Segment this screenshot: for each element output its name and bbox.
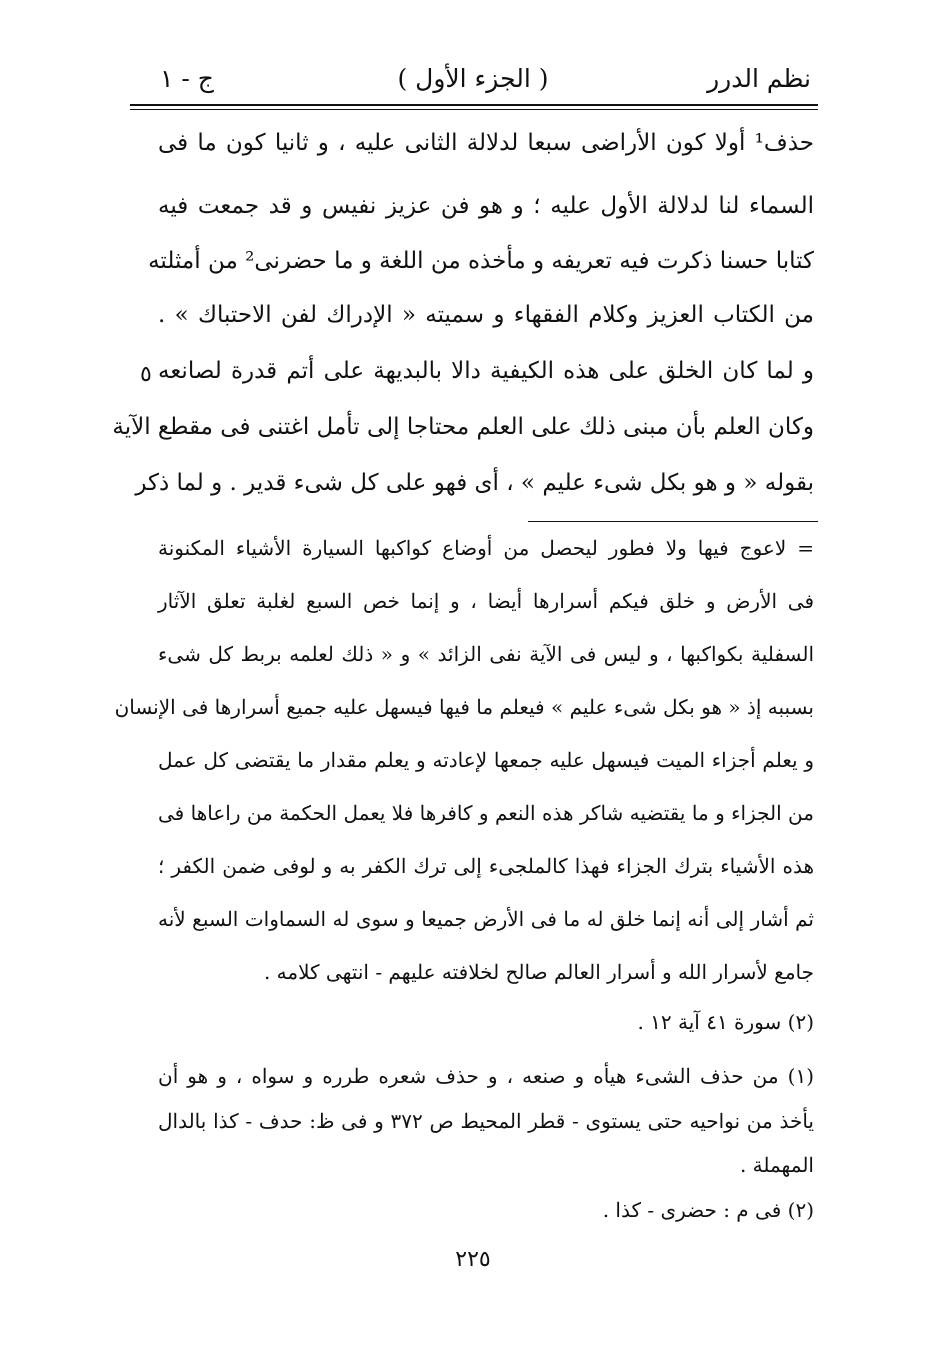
page-number: ٢٢٥ [455, 1247, 491, 1272]
running-title: نظم الدرر [707, 64, 811, 93]
footnote-1-line-2: يأخذ من نواحيه حتى يستوى - قطر المحيط ص ٣٧٢ و فى ظ: حدف - كذا بالدال [158, 1109, 814, 1133]
notes-separator [528, 521, 818, 522]
main-line-6: وكان العلم بأن مبنى ذلك على العلم محتاجا إلى تأمل اغتنى فى مقطع الآية [112, 414, 814, 440]
margin-line-number: ٥ [140, 362, 152, 387]
commentary-line-7: هذه الأشياء بترك الجزاء فهذا كالملجىء إلى ترك الكفر به و لوفى ضمن الكفر ؛ [158, 854, 814, 878]
main-line-5: و لما كان الخلق على هذه الكيفية دالا بالبديهة على أتم قدرة لصانعه [158, 358, 814, 384]
part-label: ( الجزء الأول ) [397, 64, 549, 93]
commentary-line-5: و يعلم أجزاء الميت فيسهل عليه جمعها لإعادته و يعلم مقدار ما يقتضى كل عمل [158, 748, 814, 772]
commentary-line-3: السفلية بكواكبها ، و ليس فى الآية نفى الزائد » و « ذلك لعلمه بربط كل شىء [158, 642, 814, 666]
main-line-4: من الكتاب العزيز وكلام الفقهاء و سميته « الإدراك لفن الاحتباك » . [158, 302, 814, 328]
volume-label: ج - ١ [160, 64, 214, 93]
commentary-line-1: = لاعوج فيها ولا فطور ليحصل من أوضاع كواكبها السيارة الأشياء المكنونة [158, 536, 814, 560]
footnote-2: (٢) فى م : حضرى - كذا . [602, 1198, 814, 1222]
footnote-1-line-3: المهملة . [739, 1153, 814, 1177]
commentary-line-6: من الجزاء و ما يقتضيه شاكر هذه النعم و كافرها فلا يعمل الحكمة من راعاها فى [158, 801, 814, 825]
header-rule-thin [130, 109, 818, 110]
header-rule-thick [130, 104, 818, 106]
main-line-2: السماء لنا لدلالة الأول عليه ؛ و هو فن عزيز نفيس و قد جمعت فيه [158, 193, 814, 219]
commentary-line-9: جامع لأسرار الله و أسرار العالم صالح لخلافته عليهم - انتهى كلامه . [263, 960, 814, 984]
commentary-line-2: فى الأرض و خلق فيكم أسرارها أيضا ، و إنما خص السبع لغلبة تعلق الآثار [158, 589, 815, 613]
commentary-line-4: بسببه إذ « هو بكل شىء عليم » فيعلم ما فيها فيسهل عليه جميع أسرارها فى الإنسان [114, 695, 814, 719]
footnote-1-line-1: (١) من حذف الشىء هيأه و صنعه ، و حذف شعره طرره و سواه ، و هو أن [158, 1064, 814, 1088]
main-line-7: بقوله « و هو بكل شىء عليم » ، أى فهو على كل شىء قدير . و لما ذكر [135, 470, 814, 496]
main-line-1: حذف¹ أولا كون الأراضى سبعا لدلالة الثانى عليه ، و ثانيا كون ما فى [158, 130, 814, 156]
commentary-line-8: ثم أشار إلى أنه إنما خلق له ما فى الأرض جميعا و سوى له السماوات السبع لأنه [158, 907, 814, 931]
main-line-3: كتابا حسنا ذكرت فيه تعريفه و مأخذه من اللغة و ما حضرنى² من أمثلته [148, 248, 814, 274]
commentary-reference: (٢) سورة ٤١ آية ١٢ . [637, 1010, 814, 1034]
